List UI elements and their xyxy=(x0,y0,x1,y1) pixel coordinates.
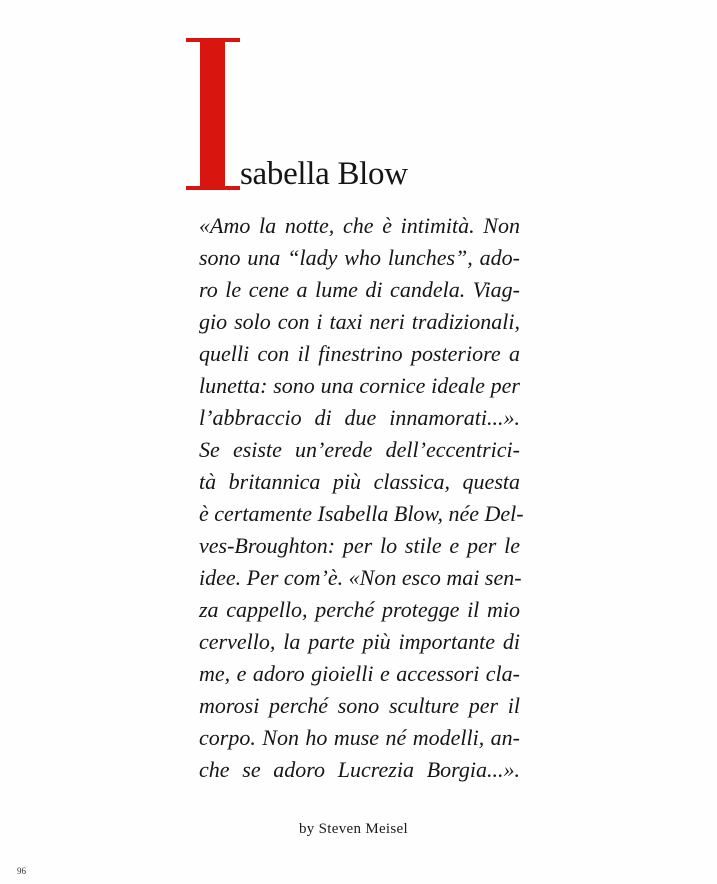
body-line: me, e adoro gioielli e accessori cla- xyxy=(199,661,520,686)
body-line: ves-Broughton: per lo stile e per le xyxy=(199,533,520,558)
body-line: ro le cene a lume di candela. Viag- xyxy=(199,277,520,302)
article-title: sabella Blow xyxy=(240,156,408,192)
page-number: 96 xyxy=(17,866,26,876)
body-line: è certamente Isabella Blow, née Del- xyxy=(199,501,524,526)
body-line: idee. Per com’è. «Non esco mai sen- xyxy=(199,565,522,590)
article-body xyxy=(199,210,524,786)
body-line: lunetta: sono una cornice ideale per xyxy=(199,373,520,398)
body-line: za cappello, perché protegge il mio xyxy=(199,597,520,622)
body-line: Se esiste un’erede dell’eccentrici- xyxy=(199,437,520,462)
body-line: «Amo la notte, che è intimità. Non xyxy=(199,213,520,238)
byline: by Steven Meisel xyxy=(299,821,408,837)
body-line: l’abbraccio di due innamorati...». xyxy=(199,405,520,430)
body-line: che se adoro Lucrezia Borgia...». xyxy=(199,757,520,782)
body-line: morosi perché sono sculture per il xyxy=(199,693,520,718)
body-line: corpo. Non ho muse né modelli, an- xyxy=(199,725,520,750)
body-line: quelli con il finestrino posteriore a xyxy=(199,341,520,366)
drop-cap-stem xyxy=(200,38,225,190)
drop-cap-bottom-serif xyxy=(186,186,240,190)
body-line: tà britannica più classica, questa xyxy=(199,469,520,494)
body-line: sono una “lady who lunches”, ado- xyxy=(199,245,520,270)
drop-cap-letter xyxy=(186,38,240,190)
body-line: gio solo con i taxi neri tradizionali, xyxy=(199,309,520,334)
body-line: cervello, la parte più importante di xyxy=(199,629,520,654)
